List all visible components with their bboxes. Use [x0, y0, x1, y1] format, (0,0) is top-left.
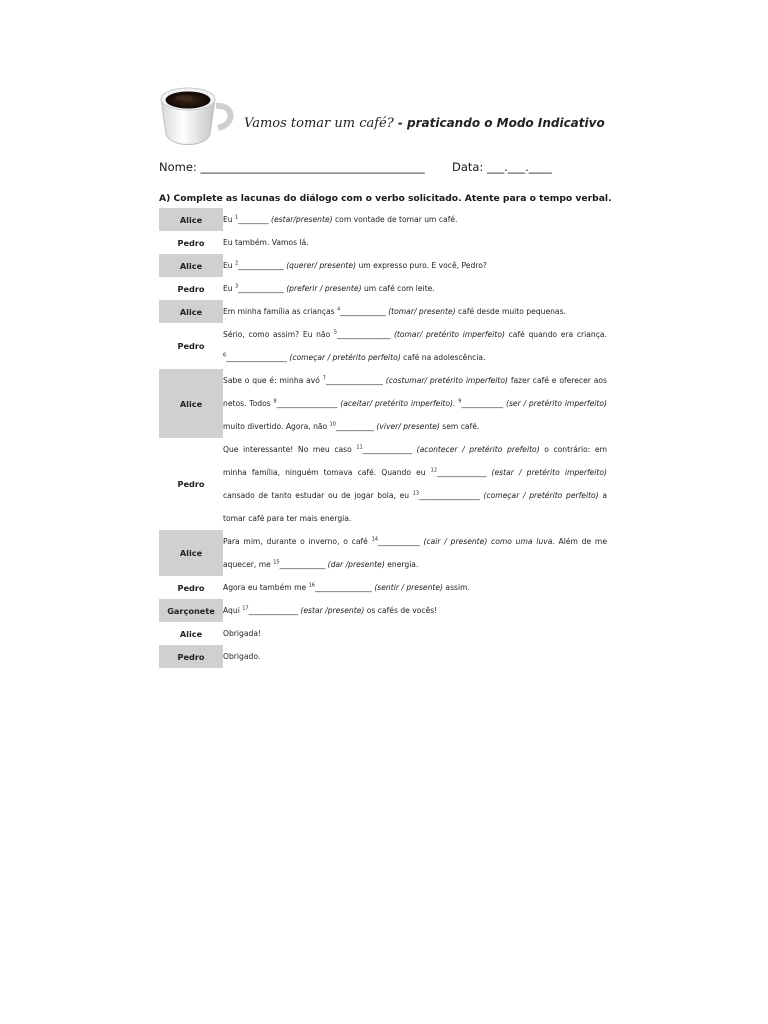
- line-text: Eu: [223, 284, 236, 293]
- instruction-text: A) Complete as lacunas do diálogo com o verbo solicitado. Atente para o tempo verbal.: [159, 193, 612, 204]
- blank-number: 8: [273, 398, 277, 405]
- line-text: Eu: [223, 261, 236, 270]
- line-text: os cafés de vocês!: [364, 606, 438, 615]
- dialogue-row: [159, 254, 607, 277]
- line-text: Sabe o que é: minha avó: [223, 376, 323, 385]
- coffee-cup-icon: [158, 84, 236, 152]
- line-text: _______________: [314, 583, 375, 592]
- dialogue-row: [159, 576, 607, 599]
- line-text: cansado de tanto estudar ou de jogar bola, eu: [223, 491, 413, 500]
- date-field: [452, 160, 552, 174]
- blank-number: 1: [235, 214, 239, 221]
- dialogue-line: [223, 622, 607, 645]
- name-label: Nome:: [159, 160, 201, 174]
- speaker-name: Pedro: [177, 582, 205, 593]
- dialogue-row: [159, 323, 607, 369]
- verb-hint: (acontecer / pretérito prefeito): [416, 445, 540, 454]
- blank-number: 17: [242, 605, 249, 612]
- verb-hint: (tomar/ pretérito imperfeito): [393, 330, 505, 339]
- speaker-name: Pedro: [177, 479, 205, 489]
- line-text: energia.: [384, 560, 419, 569]
- line-text: um café com leite.: [361, 284, 435, 293]
- blank-number: 16: [308, 582, 315, 589]
- blank-number: 15: [273, 559, 280, 566]
- dialogue-table: [159, 208, 607, 668]
- line-text: _____________: [437, 468, 492, 477]
- blank-number: 5: [333, 329, 338, 336]
- speaker-name: Alice: [159, 369, 223, 438]
- line-text: ________________: [419, 491, 484, 500]
- line-text: Em minha família as crianças: [223, 307, 338, 316]
- dialogue-line: [223, 323, 607, 369]
- dialogue-line: [223, 645, 607, 668]
- dialogue-line: [223, 208, 607, 231]
- verb-hint: (estar /presente): [300, 606, 365, 615]
- worksheet-title: [244, 116, 605, 131]
- verb-hint: (estar / pretérito imperfeito): [491, 468, 607, 477]
- line-text: com vontade de tomar um café.: [332, 215, 458, 224]
- blank-number: 9: [458, 398, 462, 405]
- verb-hint: (querer/ presente): [286, 261, 357, 270]
- dialogue-line: [223, 277, 607, 300]
- line-text: Para mim, durante o inverno, o café: [223, 537, 372, 546]
- line-text: ____________: [238, 261, 287, 270]
- line-text: ________: [238, 215, 272, 224]
- dialogue-table-body: [159, 208, 607, 668]
- dialogue-line: [223, 576, 607, 599]
- name-blank: _______________________________________: [200, 160, 425, 174]
- blank-number: 6: [223, 352, 227, 359]
- verb-hint: (dar /presente): [327, 560, 385, 569]
- dialogue-row: [159, 645, 607, 668]
- dialogue-line: [223, 369, 607, 438]
- blank-number: 11: [356, 444, 363, 451]
- line-text: ____________: [238, 284, 287, 293]
- speaker-name: Pedro: [177, 237, 205, 248]
- blank-number: 12: [430, 467, 438, 474]
- line-text: ___________: [461, 399, 507, 408]
- line-text: ____________: [279, 560, 328, 569]
- line-text: Obrigado.: [223, 652, 261, 661]
- speaker-name: Garçonete: [159, 599, 223, 622]
- speaker-name: Pedro: [177, 341, 205, 351]
- blank-number: 2: [235, 260, 239, 267]
- speaker-name: Alice: [179, 628, 203, 639]
- dialogue-line: [223, 300, 607, 323]
- dialogue-row: [159, 300, 607, 323]
- verb-hint: (sentir / presente): [374, 583, 443, 592]
- dialogue-row: [159, 369, 607, 438]
- line-text: assim.: [443, 583, 470, 592]
- line-text: ___________: [377, 537, 424, 546]
- speaker-name: Alice: [159, 254, 223, 277]
- dialogue-row: [159, 438, 607, 530]
- blank-number: 4: [337, 306, 341, 313]
- speaker-name: Pedro: [159, 645, 223, 668]
- date-blank: ___.___.____: [487, 160, 552, 174]
- line-text: Aqui: [223, 606, 243, 615]
- line-text: muito divertido. Agora, não: [223, 422, 330, 431]
- verb-hint: (cair / presente) como uma luva.: [423, 537, 555, 546]
- line-text: _______________: [325, 376, 386, 385]
- dialogue-row: [159, 530, 607, 576]
- line-text: Obrigada!: [223, 629, 262, 638]
- line-text: Eu também. Vamos lá.: [223, 238, 309, 247]
- title-script-text: Vamos tomar um café?: [244, 116, 394, 131]
- verb-hint: (viver/ presente): [376, 422, 440, 431]
- line-text: Que interessante! No meu caso: [223, 445, 357, 454]
- line-text: Agora eu também me: [223, 583, 309, 592]
- line-text: ____________: [340, 307, 389, 316]
- verb-hint: (costumar/ pretérito imperfeito): [385, 376, 508, 385]
- dialogue-line: [223, 599, 607, 622]
- dialogue-row: [159, 622, 607, 645]
- speaker-name: Alice: [159, 300, 223, 323]
- blank-number: 10: [329, 421, 336, 428]
- dialogue-line: [223, 254, 607, 277]
- line-text: _____________: [248, 606, 301, 615]
- speaker-name: Pedro: [177, 283, 205, 294]
- verb-hint: (ser / pretérito imperfeito): [506, 399, 607, 408]
- line-text: sem café.: [439, 422, 480, 431]
- line-text: um expresso puro. E você, Pedro?: [356, 261, 487, 270]
- line-text: Sério, como assim? Eu não: [223, 330, 334, 339]
- dialogue-line: [223, 231, 607, 254]
- line-text: fazer café e oferecer aos netos. Todos: [223, 376, 607, 408]
- line-text: ________________: [276, 399, 341, 408]
- blank-number: 14: [371, 536, 378, 543]
- line-text: __________: [336, 422, 377, 431]
- line-text: a tomar café para ter mais energia.: [223, 491, 607, 523]
- verb-hint: (estar/presente): [271, 215, 333, 224]
- dialogue-row: [159, 231, 607, 254]
- line-text: Eu: [223, 215, 236, 224]
- dialogue-row: [159, 599, 607, 622]
- blank-number: 13: [412, 490, 420, 497]
- verb-hint: (começar / pretérito perfeito): [289, 353, 401, 362]
- verb-hint: (aceitar/ pretérito imperfeito).: [340, 399, 456, 408]
- line-text: ______________: [337, 330, 394, 339]
- title-subtitle-text: - praticando o Modo Indicativo: [397, 116, 605, 130]
- speaker-name: Alice: [159, 530, 223, 576]
- line-text: café na adolescência.: [400, 353, 486, 362]
- line-text: Além de me aquecer, me: [223, 537, 607, 569]
- dialogue-line: [223, 530, 607, 576]
- speaker-name: Alice: [159, 208, 223, 231]
- line-text: _____________: [362, 445, 417, 454]
- dialogue-line: [223, 438, 607, 530]
- verb-hint: (tomar/ presente): [388, 307, 456, 316]
- line-text: café desde muito pequenas.: [455, 307, 566, 316]
- line-text: o contrário: em minha família, ninguém tomava café. Quando eu: [223, 445, 607, 477]
- dialogue-row: [159, 277, 607, 300]
- verb-hint: (começar / pretérito perfeito): [483, 491, 599, 500]
- line-text: ________________: [226, 353, 290, 362]
- name-field: [159, 160, 425, 174]
- blank-number: 7: [322, 375, 326, 382]
- blank-number: 3: [235, 283, 239, 290]
- dialogue-row: [159, 208, 607, 231]
- date-label: Data:: [452, 160, 487, 174]
- line-text: café quando era criança.: [504, 330, 607, 339]
- verb-hint: (preferir / presente): [286, 284, 362, 293]
